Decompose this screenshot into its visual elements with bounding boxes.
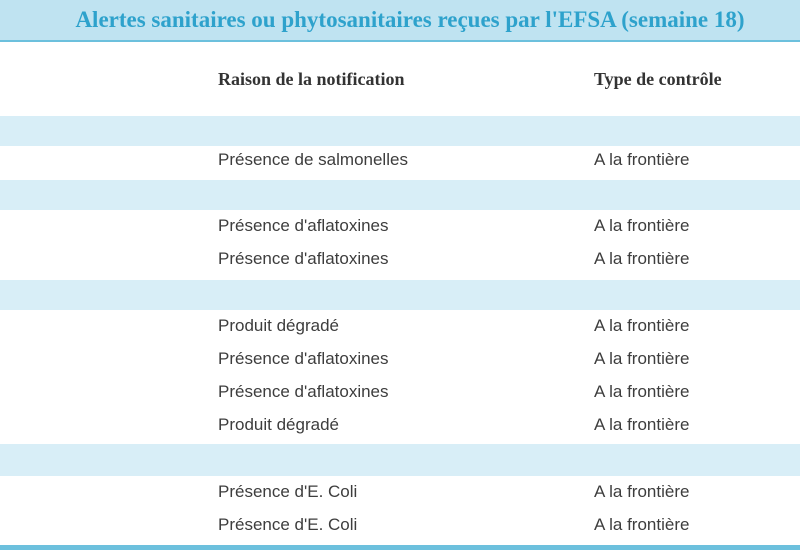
cell-raison: Présence d'E. Coli xyxy=(218,515,358,534)
section-band xyxy=(0,444,800,476)
table-header-row xyxy=(0,44,800,116)
table-row xyxy=(0,244,800,277)
table-row xyxy=(0,211,800,244)
cell-type: A la frontière xyxy=(594,415,690,434)
cell-type: A la frontière xyxy=(594,216,690,235)
column-header-raison: Raison de la notification xyxy=(218,69,405,89)
table-row xyxy=(0,377,800,410)
section-band xyxy=(0,116,800,146)
cell-raison: Produit dégradé xyxy=(218,316,339,335)
cell-type: A la frontière xyxy=(594,482,690,501)
table-title: Alertes sanitaires ou phytosanitaires reçues par l'EFSA (semaine 18) xyxy=(75,7,745,32)
cell-raison: Présence d'aflatoxines xyxy=(218,216,389,235)
table-title-bar xyxy=(0,0,800,42)
cell-type: A la frontière xyxy=(594,382,690,401)
cell-raison: Présence de salmonelles xyxy=(218,150,408,169)
cell-raison: Présence d'aflatoxines xyxy=(218,349,389,368)
cell-type: A la frontière xyxy=(594,316,690,335)
cell-raison: Présence d'aflatoxines xyxy=(218,382,389,401)
cell-type: A la frontière xyxy=(594,349,690,368)
table-row xyxy=(0,477,800,510)
cell-raison: Présence d'E. Coli xyxy=(218,482,358,501)
cell-raison: Produit dégradé xyxy=(218,415,339,434)
section-band xyxy=(0,180,800,210)
table-row xyxy=(0,410,800,443)
cell-type: A la frontière xyxy=(594,150,690,169)
cell-type: A la frontière xyxy=(594,515,690,534)
section-band xyxy=(0,280,800,310)
table-row xyxy=(0,311,800,344)
column-header-type: Type de contrôle xyxy=(594,69,722,89)
cell-raison: Présence d'aflatoxines xyxy=(218,249,389,268)
table-row xyxy=(0,344,800,377)
table-bottom-rule xyxy=(0,545,800,550)
cell-type: A la frontière xyxy=(594,249,690,268)
table-row xyxy=(0,145,800,178)
table-row xyxy=(0,510,800,543)
